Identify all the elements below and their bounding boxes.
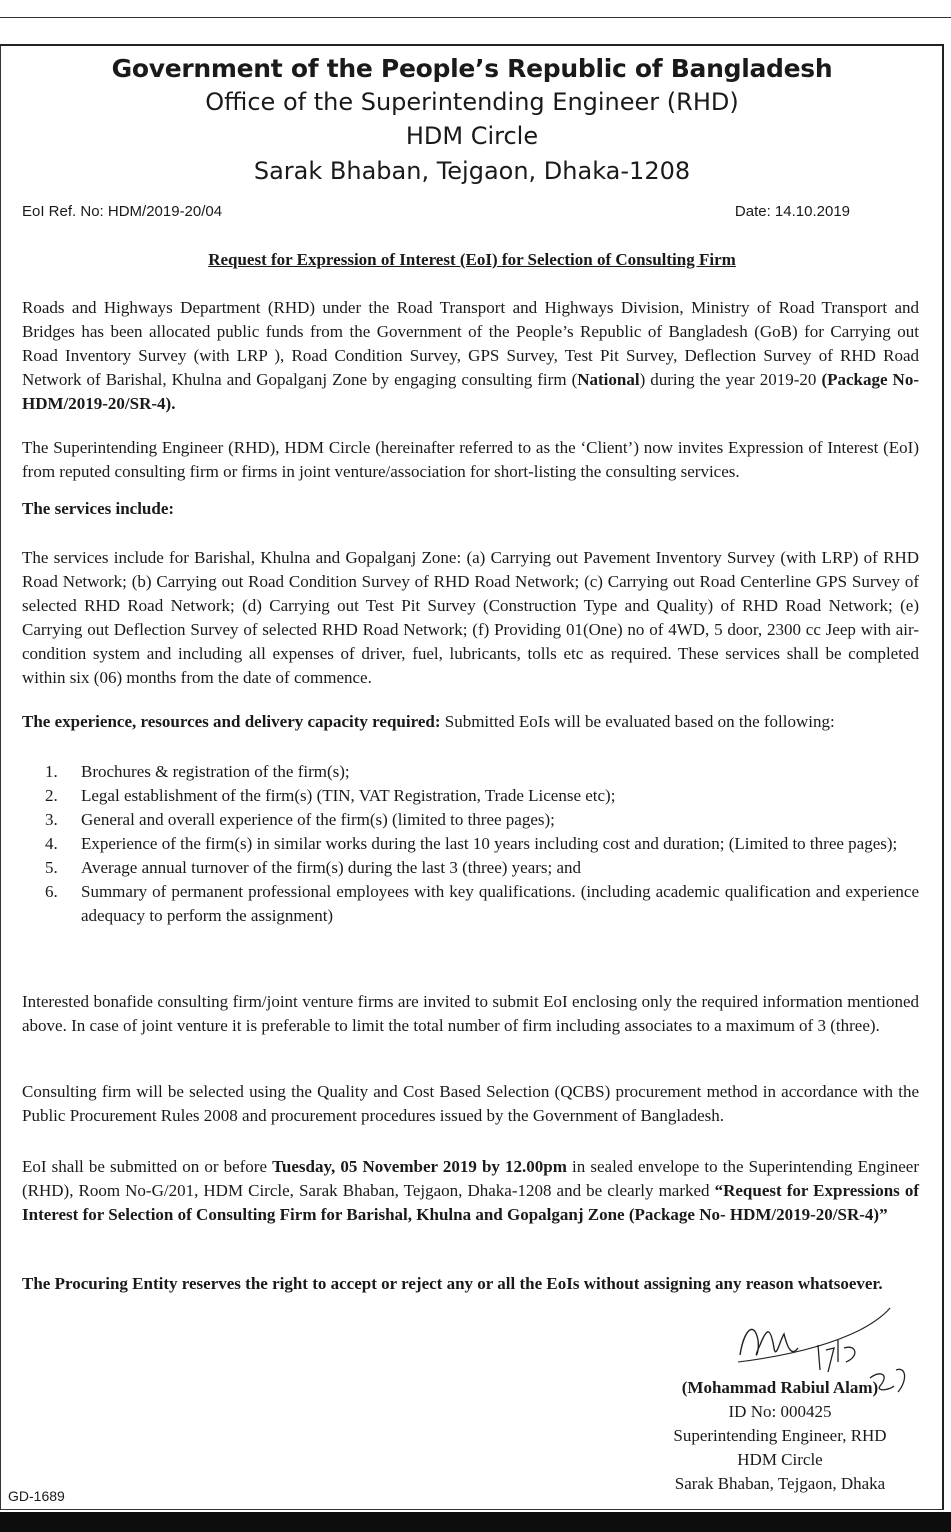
circle-title: HDM Circle — [405, 122, 539, 150]
signatory-name: (Mohammad Rabiul Alam) — [681, 1378, 879, 1397]
signatory-id: ID No: 000425 — [728, 1402, 832, 1421]
list-item: 2. Legal establishment of the firm(s) (TIN, VAT Registration, Trade License etc); — [45, 786, 616, 805]
top-rule — [0, 17, 951, 18]
office-address: Sarak Bhaban, Tejgaon, Dhaka-1208 — [253, 157, 691, 185]
office-title: Office of the Superintending Engineer (RHD) — [205, 88, 739, 116]
intro-paragraph: Roads and Highways Department (RHD) under the Road Transport and Highways Division, Ministry of Road Transport and Bridges has been allocated public funds from the Government of the People’s Republic of Bangladesh (GoB) for Carrying out Road Inventory Survey (with LRP ), Road Condition Survey, GPS Survey, Test Pit Survey, Deflection Survey of RHD Road Network of Barishal, Khulna and Gopalganj Zone by engaging consulting firm (National) during the year 2019-20 (Package No- HDM/2019-20/SR-4). — [22, 298, 919, 413]
list-item: 3. General and overall experience of the firm(s) (limited to three pages); — [45, 810, 555, 829]
signatory-circle: HDM Circle — [737, 1450, 823, 1469]
jv-paragraph: Interested bonafide consulting firm/joint venture firms are invited to submit EoI enclosing only the required information mentioned above. In case of joint venture it is preferable to limit the total number of firm including associates to a maximum of 3 (three). — [22, 992, 919, 1035]
eoi-reference: EoI Ref. No: HDM/2019-20/04 — [22, 203, 223, 220]
list-item: 1. Brochures & registration of the firm(s); — [45, 762, 350, 781]
rights-paragraph: The Procuring Entity reserves the right to accept or reject any or all the EoIs without assigning any reason whatsoever. — [22, 1274, 883, 1293]
selection-method-paragraph: Consulting firm will be selected using the Quality and Cost Based Selection (QCBS) procurement method in accordance with the Public Procurement Rules 2008 and procurement procedures issued by the Government of Bangladesh. — [22, 1082, 919, 1125]
list-item: 4. Experience of the firm(s) in similar works during the last 10 years including cost and duration; (Limited to three pages); — [45, 834, 898, 853]
notice-subject: Request for Expression of Interest (EoI) for Selection of Consulting Firm — [208, 250, 736, 269]
services-heading: The services include: — [22, 499, 175, 518]
list-item: 6. Summary of permanent professional employees with key qualifications. (including academic qualification and experience adequacy to perform the assignment) — [45, 882, 919, 925]
signatory-address: Sarak Bhaban, Tejgaon, Dhaka — [674, 1474, 886, 1493]
signatory-title: Superintending Engineer, RHD — [673, 1426, 887, 1445]
notice-date: Date: 14.10.2019 — [734, 203, 850, 220]
submission-paragraph: EoI shall be submitted on or before Tuesday, 05 November 2019 by 12.00pm in sealed envelope to the Superintending Engineer (RHD), Room No-G/201, HDM Circle, Sarak Bhaban, Tejgaon, Dhaka-1208 and be clearly marked “Request for Expressions of Interest for Selection of Consulting Firm for Barishal, Khulna and Gopalganj Zone (Package No- HDM/2019-20/SR-4)” — [22, 1157, 920, 1224]
list-item: 5. Average annual turnover of the firm(s) during the last 3 (three) years; and — [45, 858, 582, 877]
gd-code: GD-1689 — [8, 1488, 65, 1504]
bottom-band — [0, 1512, 951, 1532]
government-title: Government of the People’s Republic of Bangladesh — [111, 54, 833, 83]
criteria-list — [45, 760, 919, 928]
signatory-block — [620, 1376, 940, 1496]
invitation-paragraph: The Superintending Engineer (RHD), HDM Circle (hereinafter referred to as the ‘Client’) now invites Expression of Interest (EoI) from reputed consulting firm or firms in joint venture/association for short-listing the consulting services. — [22, 438, 919, 481]
evaluation-paragraph: The experience, resources and delivery capacity required: Submitted EoIs will be evaluated based on the following: — [22, 712, 835, 731]
services-paragraph: The services include for Barishal, Khulna and Gopalganj Zone: (a) Carrying out Pavement Inventory Survey (with LRP) of RHD Road Network; (b) Carrying out Road Condition Survey of RHD Road Network; (c) Carrying out Road Centerline GPS Survey of selected RHD Road Network; (d) Carrying out Test Pit Survey (Construction Type and Quality) of RHD Road Network; (e) Carrying out Deflection Survey of selected RHD Road Network; (f) Providing 01(One) no of 4WD, 5 door, 2300 cc Jeep with air-condition system and including all expenses of driver, fuel, lubricants, tolls etc as required. These services shall be completed within six (06) months from the date of commence. — [22, 548, 919, 687]
